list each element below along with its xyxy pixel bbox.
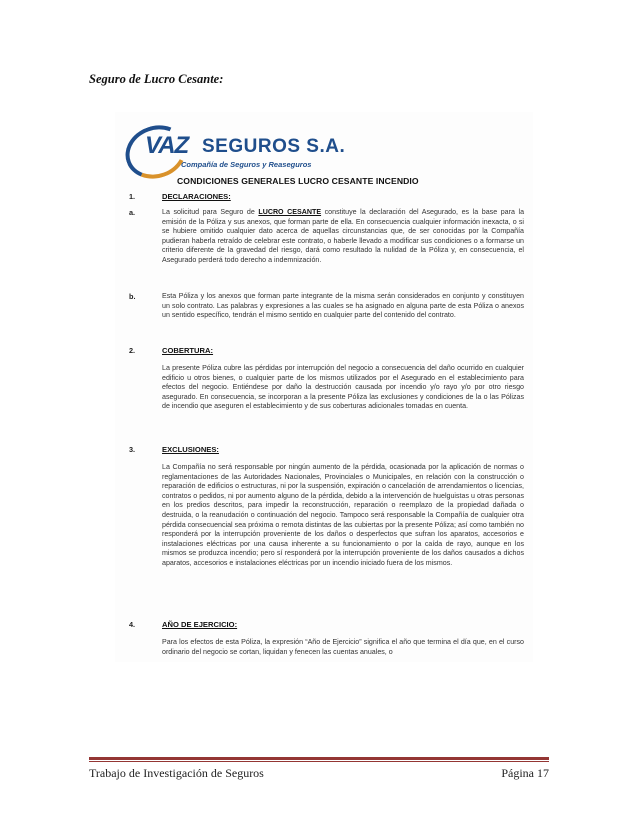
section-4-text: Para los efectos de esta Póliza, la expresión “Año de Ejercicio” significa el año que termina el día que, en el curso ordinario del negocio se cortan, liquidan y fenecen las cuentas anuales, o (162, 638, 524, 656)
footer-divider-thin (89, 761, 549, 762)
page-number: Página 17 (501, 766, 549, 780)
footer-title: Trabajo de Investigación de Seguros (89, 766, 264, 780)
logo-brand-rest: SEGUROS S.A. (202, 136, 346, 157)
section-3-text: La Compañía no será responsable por ningún aumento de la pérdida, ocasionada por la aplicación de normas o reglamentaciones de las Autoridades Nacionales, Provinciales o Municipales, en relación con la construcción o reparación de edificios o estructuras, ni por la suspensión, expiración o cancelación de arrendamientos o licencias, contratos o pedidos, ni por aumento alguno de la pérdida, debido a la intervención de huelguistas u otras personas en los predios descritos, para impedir la reconstrucción, reparación o reemplazo de la propiedad dañada o destruida, o la reanudación o continuación del negocio. Tampoco será responsable la Compañía de cualquier otra pérdida consecuencial sea próxima o remota distintas de las cubiertas por la presente Póliza; así como también no responderá por la interrupción proveniente de los daños o desperfectos que sufran los aparatos, accesorios e instalaciones eléctricas por una causa inherente a su funcionamiento o por la caída de rayo, aunque en los mismos se produzca incendio; pero sí responderá por la interrupción proveniente de los daños causados a dichos aparatos, accesorios e instalaciones eléctricas por un incendio iniciado fuera de los mismos. (162, 463, 524, 567)
section-2-number: 2. (129, 346, 136, 355)
lucro-cesante-emphasis: LUCRO CESANTE (258, 208, 322, 216)
footer-divider-thick (89, 757, 549, 760)
logo-brand-bold: VAZ (145, 132, 189, 159)
document-title: CONDICIONES GENERALES LUCRO CESANTE INCENDIO (177, 176, 419, 186)
company-logo (123, 122, 383, 174)
section-2-text: La presente Póliza cubre las pérdidas por interrupción del negocio a consecuencia del daño ocurrido en cualquier edificio u otros bienes, o cualquier parte de los mismos utilizados por el Asegurado en el establecimiento para efectos del negocio. Entiéndese por daño la destrucción causada por incendio y/o rayo y/o por otro riesgo asegurado. En consecuencia, se incorporan a la presente Póliza las exclusiones y condiciones de la o las Pólizas de incendio que aseguren el establecimiento y de sus coberturas adicionales tomadas en cuenta. (162, 364, 524, 411)
item-b-text: Esta Póliza y los anexos que forman parte integrante de la misma serán considerados en conjunto y constituyen un solo contrato. Las palabras y expresiones a las cuales se ha asignado en alguna parte de esta Póliza o anexos un sentido específico, tendrán el mismo sentido en cualquier parte del contenido del contrato. (162, 292, 524, 320)
section-4-heading: AÑO DE EJERCICIO: (162, 620, 238, 629)
item-a-letter: a. (129, 208, 136, 217)
section-1-number: 1. (129, 192, 136, 201)
section-3-heading: EXCLUSIONES: (162, 445, 219, 454)
logo-subtitle: Compañía de Seguros y Reaseguros (181, 160, 312, 169)
section-4-number: 4. (129, 620, 136, 629)
section-1-heading: DECLARACIONES: (162, 192, 231, 201)
item-b-letter: b. (129, 292, 136, 301)
section-3-number: 3. (129, 445, 136, 454)
page-heading: Seguro de Lucro Cesante: (89, 72, 224, 86)
item-a-text: La solicitud para Seguro de LUCRO CESANTE constituye la declaración del Asegurado, es la base para la emisión de la Póliza y sus anexos, que forman parte de ella. En consecuencia cualquier información inexacta, o si se hubiere omitido cualquier dato acerca de aquellas circunstancias que, de ser conocidas por la Compañía pudieran haberla retraído de celebrar este contrato, o haberle llevado a modificar sus condiciones o a formarse un criterio diferente de la gravedad del riesgo, dará como resultado la nulidad de la Póliza y, en consecuencia, el Asegurado perderá todo derecho a indemnización. (162, 208, 525, 264)
scanned-document (115, 112, 533, 662)
section-2-heading: COBERTURA: (162, 346, 214, 355)
